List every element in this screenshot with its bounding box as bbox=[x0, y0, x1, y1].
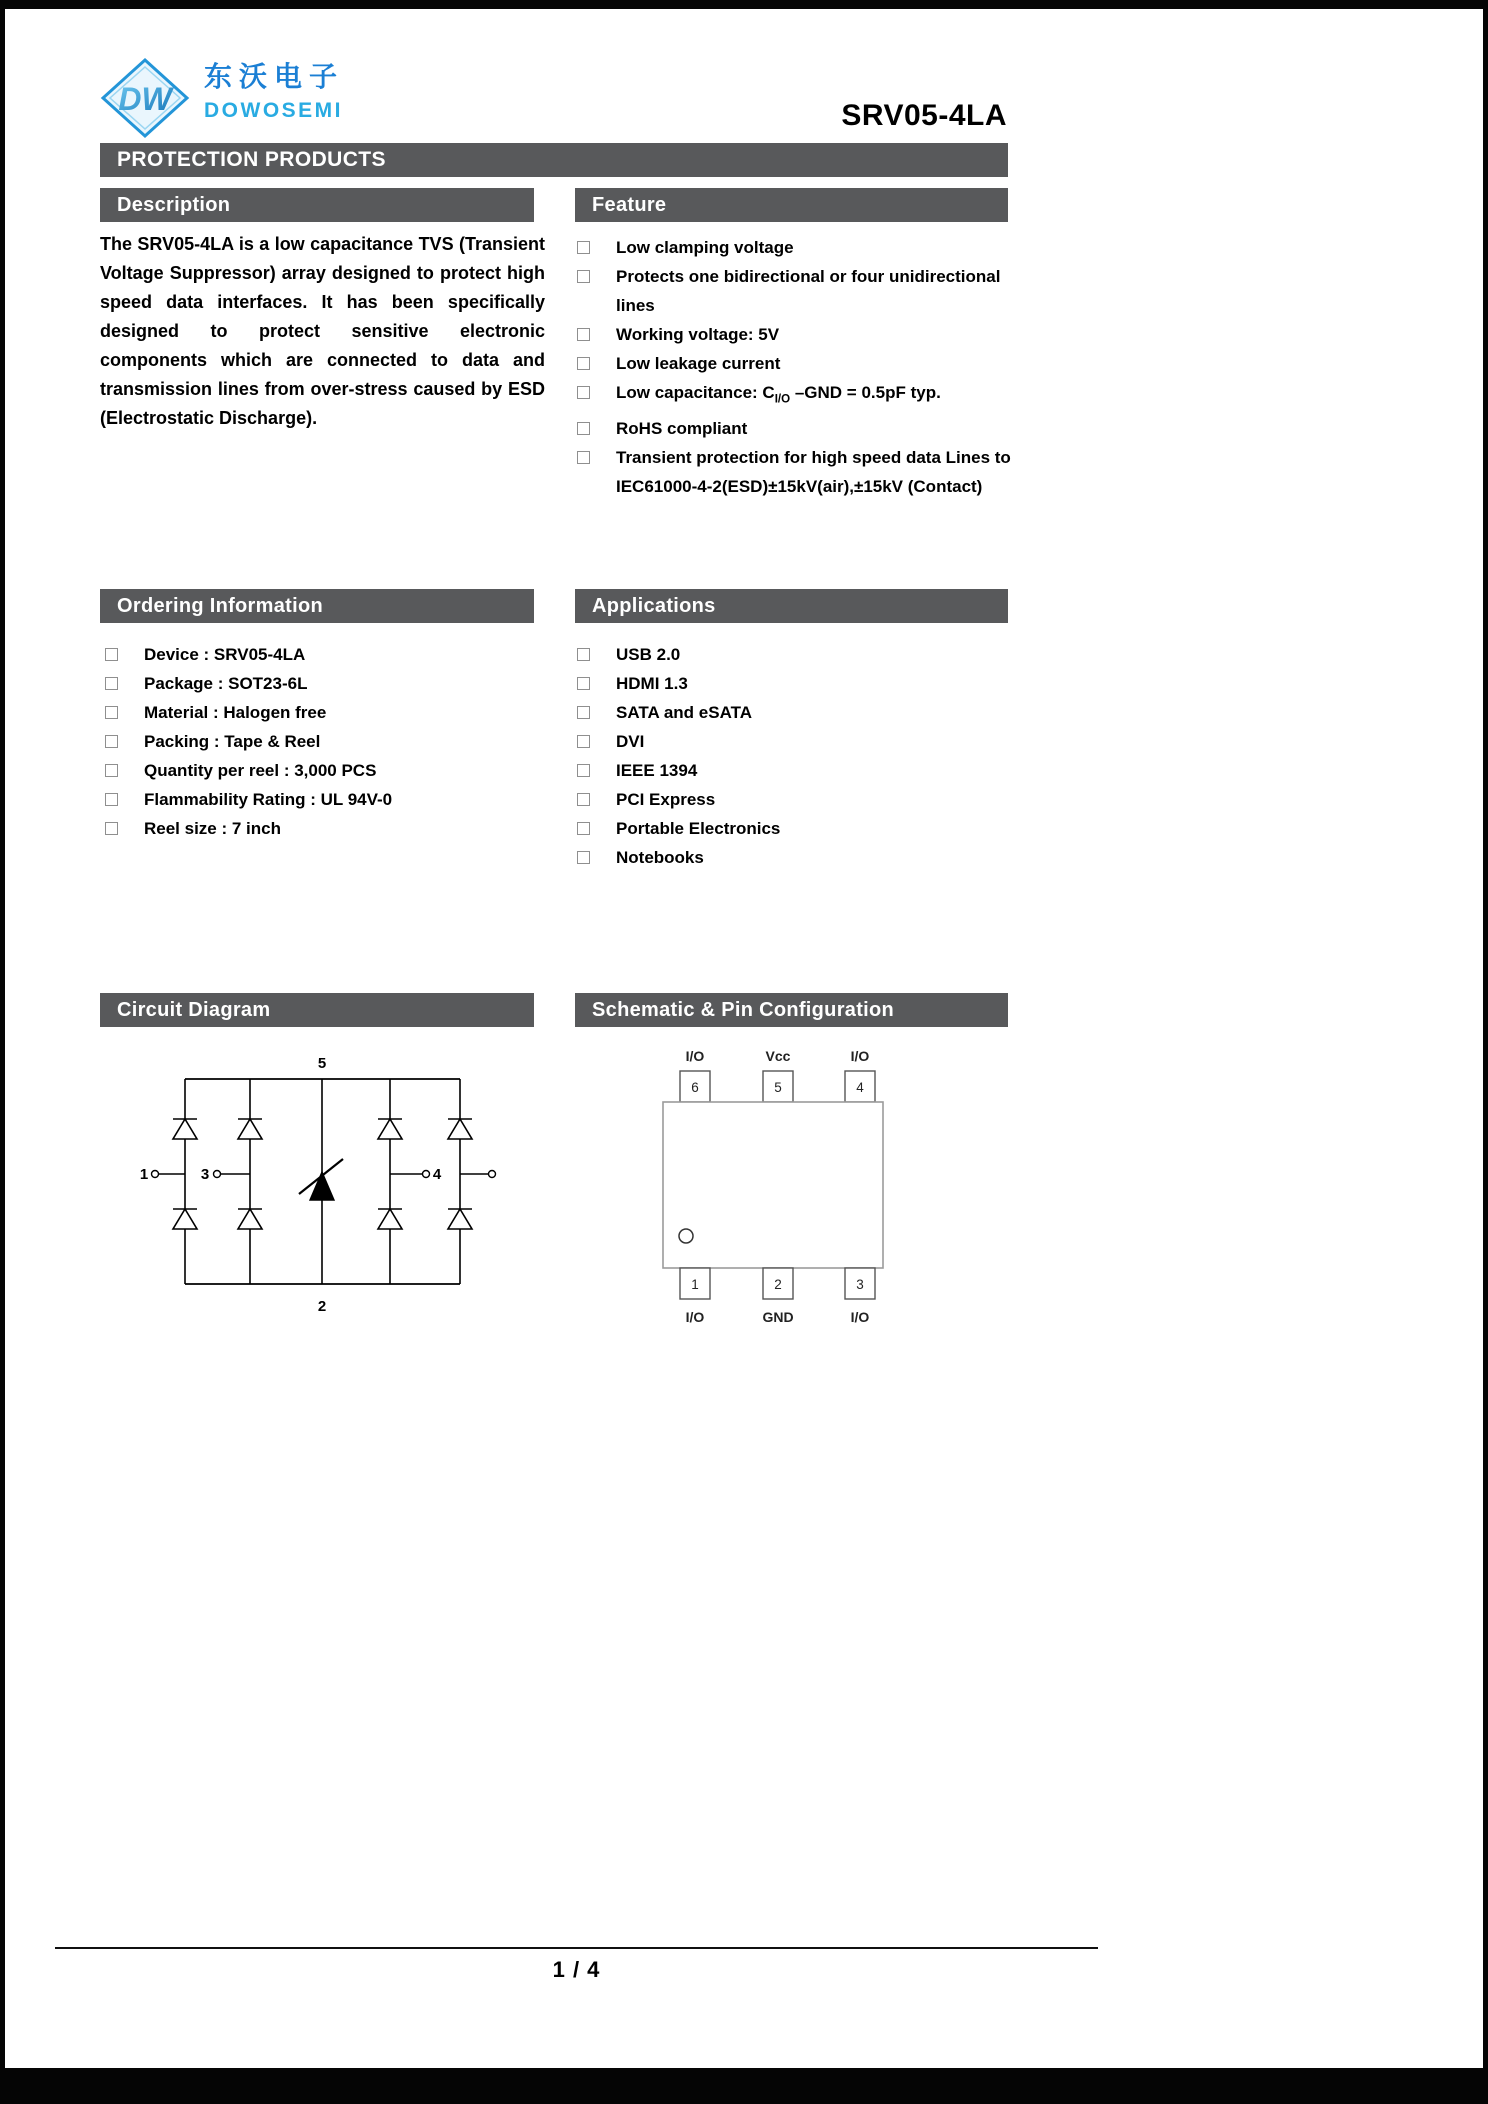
item-text: SATA and eSATA bbox=[616, 703, 752, 722]
item-text: HDMI 1.3 bbox=[616, 674, 688, 693]
list-item bbox=[577, 698, 1027, 727]
description-section-header: Description bbox=[100, 188, 534, 222]
footer-divider bbox=[55, 1947, 1098, 1949]
item-text-pre: Low capacitance: C bbox=[616, 383, 775, 402]
package-body bbox=[663, 1102, 883, 1268]
bullet-icon bbox=[105, 764, 118, 777]
list-item bbox=[577, 669, 1027, 698]
terminal-pin-3 bbox=[214, 1171, 221, 1178]
pin2-number: 2 bbox=[774, 1277, 782, 1292]
pin2-function-label: GND bbox=[762, 1309, 794, 1325]
item-text: Low clamping voltage bbox=[616, 238, 794, 257]
terminal-pin-1 bbox=[152, 1171, 159, 1178]
pin4-number: 4 bbox=[856, 1080, 864, 1095]
list-item bbox=[577, 320, 1034, 349]
list-item bbox=[577, 843, 1027, 872]
logo-diamond-icon bbox=[100, 57, 190, 139]
item-text: Material : Halogen free bbox=[144, 703, 327, 722]
description-text: The SRV05-4LA is a low capacitance TVS (Transient Voltage Suppressor) array designed to protect high speed data interfaces. It has been specifically designed to protect sensitive electronic components which are connected to data and transmission lines from over-stress caused by ESD (Electrostatic Discharge). bbox=[100, 234, 545, 428]
item-text: IEEE 1394 bbox=[616, 761, 698, 780]
pin5-number: 5 bbox=[774, 1080, 782, 1095]
bullet-icon bbox=[577, 677, 590, 690]
logo-text bbox=[204, 57, 344, 123]
bullet-icon bbox=[105, 677, 118, 690]
list-item bbox=[105, 756, 555, 785]
applications-list bbox=[577, 640, 1027, 872]
protection-products-banner: PROTECTION PRODUCTS bbox=[100, 143, 1008, 177]
list-item bbox=[105, 698, 555, 727]
bullet-icon bbox=[577, 451, 590, 464]
item-text: Low leakage current bbox=[616, 354, 781, 373]
logo-monogram: DW bbox=[118, 81, 172, 117]
pin6-function-label: I/O bbox=[685, 1048, 705, 1064]
bullet-icon bbox=[577, 764, 590, 777]
bullet-icon bbox=[577, 735, 590, 748]
item-text: Flammability Rating : UL 94V-0 bbox=[144, 790, 393, 809]
circuit-pin-5-label: 5 bbox=[317, 1055, 327, 1072]
bullet-icon bbox=[577, 386, 590, 399]
list-item bbox=[105, 785, 555, 814]
item-text: Reel size : 7 inch bbox=[144, 819, 281, 838]
circuit-pin-1-label: 1 bbox=[140, 1166, 149, 1183]
pin1-number: 1 bbox=[691, 1277, 699, 1292]
bullet-icon bbox=[577, 422, 590, 435]
circuit-diagram-drawing bbox=[140, 1049, 520, 1329]
ordering-section-header: Ordering Information bbox=[100, 589, 534, 623]
item-text: Protects one bidirectional or four unidirectional lines bbox=[616, 267, 1001, 315]
item-text: USB 2.0 bbox=[616, 645, 681, 664]
list-item bbox=[577, 785, 1027, 814]
item-text: Quantity per reel : 3,000 PCS bbox=[144, 761, 377, 780]
ordering-list bbox=[105, 640, 555, 843]
item-text: Package : SOT23-6L bbox=[144, 674, 308, 693]
circuit-pin-3-label: 3 bbox=[200, 1166, 210, 1183]
bullet-icon bbox=[105, 793, 118, 806]
item-text: DVI bbox=[616, 732, 645, 751]
pin-configuration-drawing bbox=[655, 1045, 895, 1335]
item-text: Notebooks bbox=[616, 848, 704, 867]
item-text bbox=[616, 378, 941, 414]
item-text: RoHS compliant bbox=[616, 419, 748, 439]
item-text: Device : SRV05-4LA bbox=[144, 645, 306, 664]
item-text: Transient protection for high speed data Lines to IEC61000-4-2(ESD)±15kV(air),±15kV (Contact) bbox=[616, 448, 1011, 497]
item-text-subscript: I/O bbox=[774, 393, 791, 406]
item-text: Packing : Tape & Reel bbox=[144, 732, 321, 751]
pin4-function-label: I/O bbox=[850, 1048, 870, 1064]
bullet-icon bbox=[577, 270, 590, 283]
list-item bbox=[105, 727, 555, 756]
bullet-icon bbox=[577, 851, 590, 864]
item-text: PCI Express bbox=[616, 790, 716, 809]
list-item bbox=[577, 443, 1034, 501]
terminal-pin-4 bbox=[423, 1171, 430, 1178]
logo-english-name: DOWOSEMI bbox=[204, 99, 343, 122]
bullet-icon bbox=[105, 735, 118, 748]
list-item bbox=[577, 756, 1027, 785]
bullet-icon bbox=[577, 706, 590, 719]
circuit-pin-2-label: 2 bbox=[317, 1298, 327, 1315]
bullet-icon bbox=[577, 357, 590, 370]
bullet-icon bbox=[577, 793, 590, 806]
item-text-post: –GND = 0.5pF typ. bbox=[790, 383, 941, 402]
bullet-icon bbox=[577, 648, 590, 661]
logo-chinese-name: 东沃电子 bbox=[204, 60, 345, 93]
pin3-number: 3 bbox=[856, 1277, 864, 1292]
list-item bbox=[577, 814, 1027, 843]
circuit-pin-4-label: 4 bbox=[432, 1166, 442, 1183]
list-item bbox=[577, 640, 1027, 669]
bullet-icon bbox=[577, 328, 590, 341]
bullet-icon bbox=[577, 822, 590, 835]
list-item bbox=[577, 262, 1034, 320]
schematic-section-header: Schematic & Pin Configuration bbox=[575, 993, 1008, 1027]
list-item bbox=[577, 349, 1034, 378]
list-item bbox=[577, 414, 1034, 443]
pin1-function-label: I/O bbox=[685, 1309, 705, 1325]
bullet-icon bbox=[105, 706, 118, 719]
circuit-section-header: Circuit Diagram bbox=[100, 993, 534, 1027]
applications-section-header: Applications bbox=[575, 589, 1008, 623]
page-number: 1 / 4 bbox=[552, 1957, 601, 1982]
feature-list bbox=[577, 233, 1034, 501]
pin6-number: 6 bbox=[691, 1080, 699, 1095]
item-text: Portable Electronics bbox=[616, 819, 781, 838]
feature-section-header: Feature bbox=[575, 188, 1008, 222]
pin3-function-label: I/O bbox=[850, 1309, 870, 1325]
terminal-pin-right bbox=[489, 1171, 496, 1178]
part-number-title: SRV05-4LA bbox=[841, 99, 1007, 132]
list-item bbox=[105, 814, 555, 843]
bullet-icon bbox=[577, 241, 590, 254]
bullet-icon bbox=[105, 648, 118, 661]
list-item bbox=[577, 233, 1034, 262]
list-item bbox=[105, 669, 555, 698]
item-text: Working voltage: 5V bbox=[616, 325, 780, 344]
logo bbox=[100, 57, 344, 139]
list-item bbox=[577, 378, 1034, 414]
bullet-icon bbox=[105, 822, 118, 835]
list-item bbox=[105, 640, 555, 669]
list-item bbox=[577, 727, 1027, 756]
pin5-function-label: Vcc bbox=[765, 1048, 791, 1064]
pin1-marker-icon bbox=[679, 1229, 693, 1243]
